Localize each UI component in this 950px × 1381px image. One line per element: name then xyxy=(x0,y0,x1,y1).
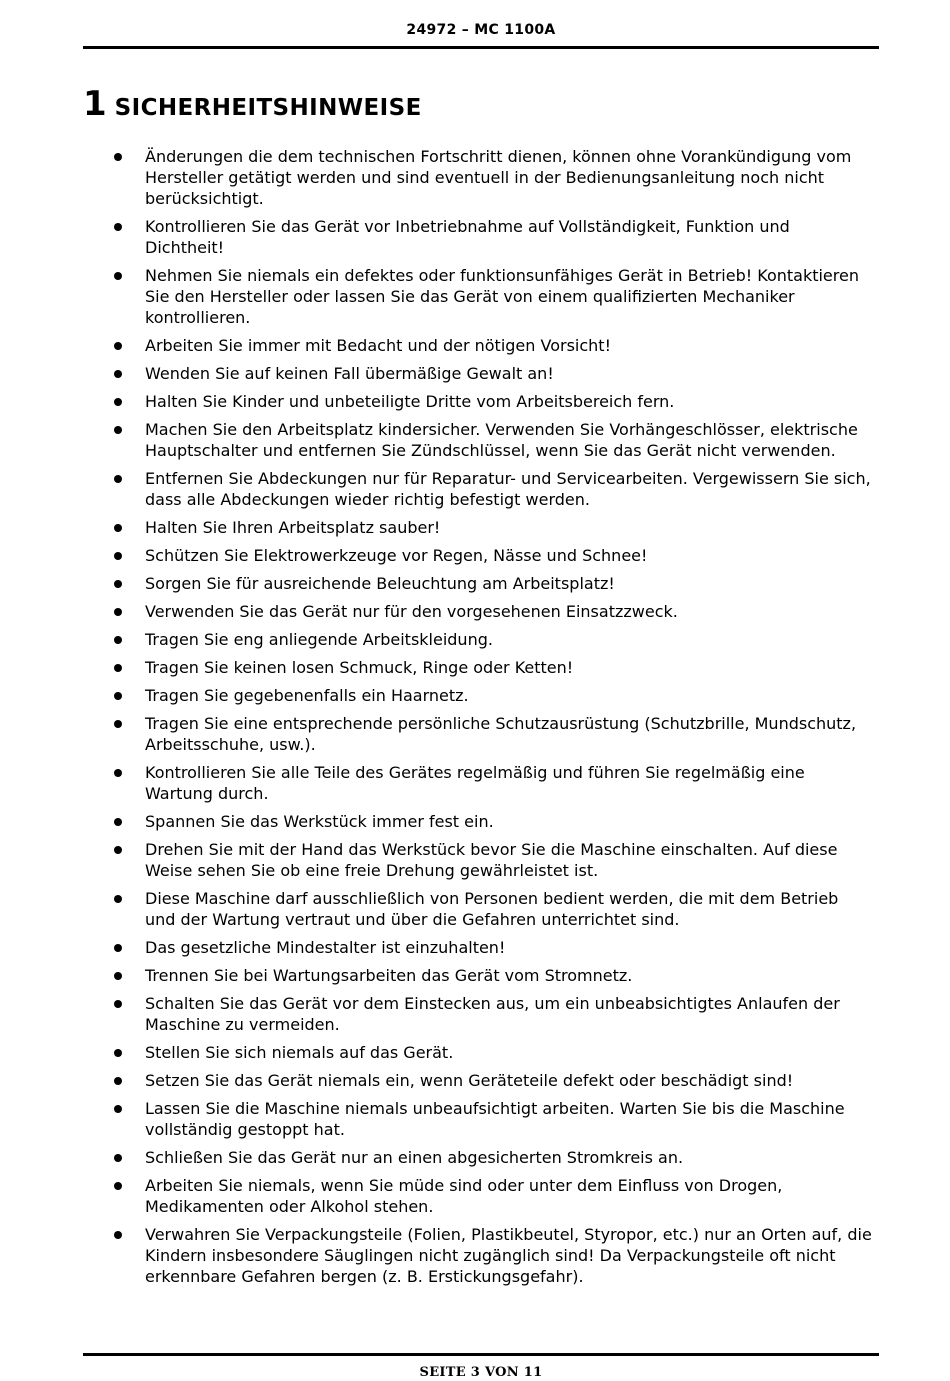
list-item xyxy=(113,811,873,832)
bullet-dot-icon xyxy=(114,1049,122,1057)
list-item xyxy=(113,216,873,258)
bullet-dot-icon xyxy=(114,818,122,826)
bullet-dot-icon xyxy=(114,636,122,644)
footer-rule xyxy=(83,1353,879,1356)
list-item xyxy=(113,965,873,986)
list-item xyxy=(113,146,873,209)
bullet-dot-icon xyxy=(114,720,122,728)
list-item-text: Sorgen Sie für ausreichende Beleuchtung am Arbeitsplatz! xyxy=(145,574,615,593)
bullet-dot-icon xyxy=(114,272,122,280)
list-item xyxy=(113,1098,873,1140)
list-item xyxy=(113,685,873,706)
list-item-text: Tragen Sie eng anliegende Arbeitskleidung. xyxy=(145,630,493,649)
list-item xyxy=(113,363,873,384)
list-item xyxy=(113,993,873,1035)
bullet-dot-icon xyxy=(114,895,122,903)
list-item-text: Arbeiten Sie niemals, wenn Sie müde sind oder unter dem Einfluss von Drogen, Medikamenten oder Alkohol stehen. xyxy=(145,1176,783,1216)
bullet-dot-icon xyxy=(114,1077,122,1085)
list-item-text: Wenden Sie auf keinen Fall übermäßige Gewalt an! xyxy=(145,364,554,383)
list-item xyxy=(113,601,873,622)
list-item xyxy=(113,265,873,328)
page-header: 24972 – MC 1100A xyxy=(406,22,556,38)
list-item xyxy=(113,1147,873,1168)
list-item xyxy=(113,419,873,461)
list-item xyxy=(113,1070,873,1091)
list-item-text: Tragen Sie eine entsprechende persönliche Schutzausrüstung (Schutzbrille, Mundschutz, Arbeitsschuhe, usw.). xyxy=(145,714,857,754)
list-item xyxy=(113,762,873,804)
list-item-text: Tragen Sie gegebenenfalls ein Haarnetz. xyxy=(145,686,469,705)
list-item-text: Schützen Sie Elektrowerkzeuge vor Regen, Nässe und Schnee! xyxy=(145,546,648,565)
bullet-dot-icon xyxy=(114,223,122,231)
list-item-text: Schalten Sie das Gerät vor dem Einstecken aus, um ein unbeabsichtigtes Anlaufen der Maschine zu vermeiden. xyxy=(145,994,840,1034)
bullet-dot-icon xyxy=(114,398,122,406)
bullet-dot-icon xyxy=(114,580,122,588)
bullet-dot-icon xyxy=(114,475,122,483)
list-item xyxy=(113,468,873,510)
list-item xyxy=(113,888,873,930)
bullet-dot-icon xyxy=(114,972,122,980)
bullet-dot-icon xyxy=(114,944,122,952)
page-footer: SEITE 3 VON 11 xyxy=(419,1365,543,1380)
list-item-text: Drehen Sie mit der Hand das Werkstück bevor Sie die Maschine einschalten. Auf diese Weise sehen Sie ob eine freie Drehung gewährleistet ist. xyxy=(145,840,838,880)
list-item-text: Stellen Sie sich niemals auf das Gerät. xyxy=(145,1043,454,1062)
bullet-dot-icon xyxy=(114,1154,122,1162)
list-item-text: Entfernen Sie Abdeckungen nur für Reparatur- und Servicearbeiten. Vergewissern Sie sich, dass alle Abdeckungen wieder richtig befestigt werden. xyxy=(145,469,871,509)
list-item xyxy=(113,839,873,881)
list-item xyxy=(113,629,873,650)
list-item-text: Kontrollieren Sie das Gerät vor Inbetriebnahme auf Vollständigkeit, Funktion und Dichtheit! xyxy=(145,217,790,257)
section-heading xyxy=(83,84,422,124)
list-item xyxy=(113,335,873,356)
list-item-text: Kontrollieren Sie alle Teile des Gerätes regelmäßig und führen Sie regelmäßig eine Wartung durch. xyxy=(145,763,805,803)
list-item-text: Setzen Sie das Gerät niemals ein, wenn Geräteteile defekt oder beschädigt sind! xyxy=(145,1071,794,1090)
list-item-text: Spannen Sie das Werkstück immer fest ein. xyxy=(145,812,494,831)
list-item xyxy=(113,573,873,594)
bullet-dot-icon xyxy=(114,1105,122,1113)
list-item xyxy=(113,545,873,566)
list-item-text: Arbeiten Sie immer mit Bedacht und der nötigen Vorsicht! xyxy=(145,336,611,355)
list-item xyxy=(113,517,873,538)
section-number: 1 xyxy=(83,84,107,124)
list-item-text: Nehmen Sie niemals ein defektes oder funktionsunfähiges Gerät in Betrieb! Kontaktieren Sie den Hersteller oder lassen Sie das Gerät von einem qualifizierten Mechaniker kontrollieren. xyxy=(145,266,859,327)
bullet-dot-icon xyxy=(114,1231,122,1239)
bullet-dot-icon xyxy=(114,846,122,854)
list-item-text: Tragen Sie keinen losen Schmuck, Ringe oder Ketten! xyxy=(145,658,574,677)
list-item-text: Verwahren Sie Verpackungsteile (Folien, Plastikbeutel, Styropor, etc.) nur an Orten auf, die Kindern insbesondere Säuglingen nicht zugänglich sind! Da Verpackungsteile oft nicht erkennbare Gefahren bergen (z. B. Erstickungsgefahr). xyxy=(145,1225,872,1286)
bullet-dot-icon xyxy=(114,1182,122,1190)
list-item xyxy=(113,391,873,412)
list-item-text: Das gesetzliche Mindestalter ist einzuhalten! xyxy=(145,938,506,957)
list-item-text: Halten Sie Kinder und unbeteiligte Dritte vom Arbeitsbereich fern. xyxy=(145,392,675,411)
section-title: SICHERHEITSHINWEISE xyxy=(114,95,422,121)
bullet-dot-icon xyxy=(114,370,122,378)
bullet-dot-icon xyxy=(114,153,122,161)
bullet-dot-icon xyxy=(114,1000,122,1008)
bullet-dot-icon xyxy=(114,769,122,777)
bullet-dot-icon xyxy=(114,608,122,616)
bullet-dot-icon xyxy=(114,664,122,672)
list-item-text: Machen Sie den Arbeitsplatz kindersicher. Verwenden Sie Vorhängeschlösser, elektrische Hauptschalter und entfernen Sie Zündschlüssel, wenn Sie das Gerät nicht verwenden. xyxy=(145,420,858,460)
list-item xyxy=(113,713,873,755)
safety-instructions-list xyxy=(113,146,873,1294)
bullet-dot-icon xyxy=(114,552,122,560)
list-item-text: Lassen Sie die Maschine niemals unbeaufsichtigt arbeiten. Warten Sie bis die Maschine vollständig gestoppt hat. xyxy=(145,1099,845,1139)
list-item xyxy=(113,937,873,958)
list-item xyxy=(113,657,873,678)
list-item-text: Trennen Sie bei Wartungsarbeiten das Gerät vom Stromnetz. xyxy=(145,966,633,985)
bullet-dot-icon xyxy=(114,342,122,350)
bullet-dot-icon xyxy=(114,524,122,532)
bullet-dot-icon xyxy=(114,692,122,700)
list-item-text: Halten Sie Ihren Arbeitsplatz sauber! xyxy=(145,518,441,537)
list-item xyxy=(113,1042,873,1063)
list-item xyxy=(113,1175,873,1217)
list-item-text: Verwenden Sie das Gerät nur für den vorgesehenen Einsatzzweck. xyxy=(145,602,678,621)
list-item xyxy=(113,1224,873,1287)
list-item-text: Diese Maschine darf ausschließlich von Personen bedient werden, die mit dem Betrieb und der Wartung vertraut und über die Gefahren unterrichtet sind. xyxy=(145,889,839,929)
list-item-text: Schließen Sie das Gerät nur an einen abgesicherten Stromkreis an. xyxy=(145,1148,684,1167)
list-item-text: Änderungen die dem technischen Fortschritt dienen, können ohne Vorankündigung vom Hersteller getätigt werden und sind eventuell in der Bedienungsanleitung noch nicht berücksichtigt. xyxy=(145,147,852,208)
header-rule xyxy=(83,46,879,49)
bullet-dot-icon xyxy=(114,426,122,434)
